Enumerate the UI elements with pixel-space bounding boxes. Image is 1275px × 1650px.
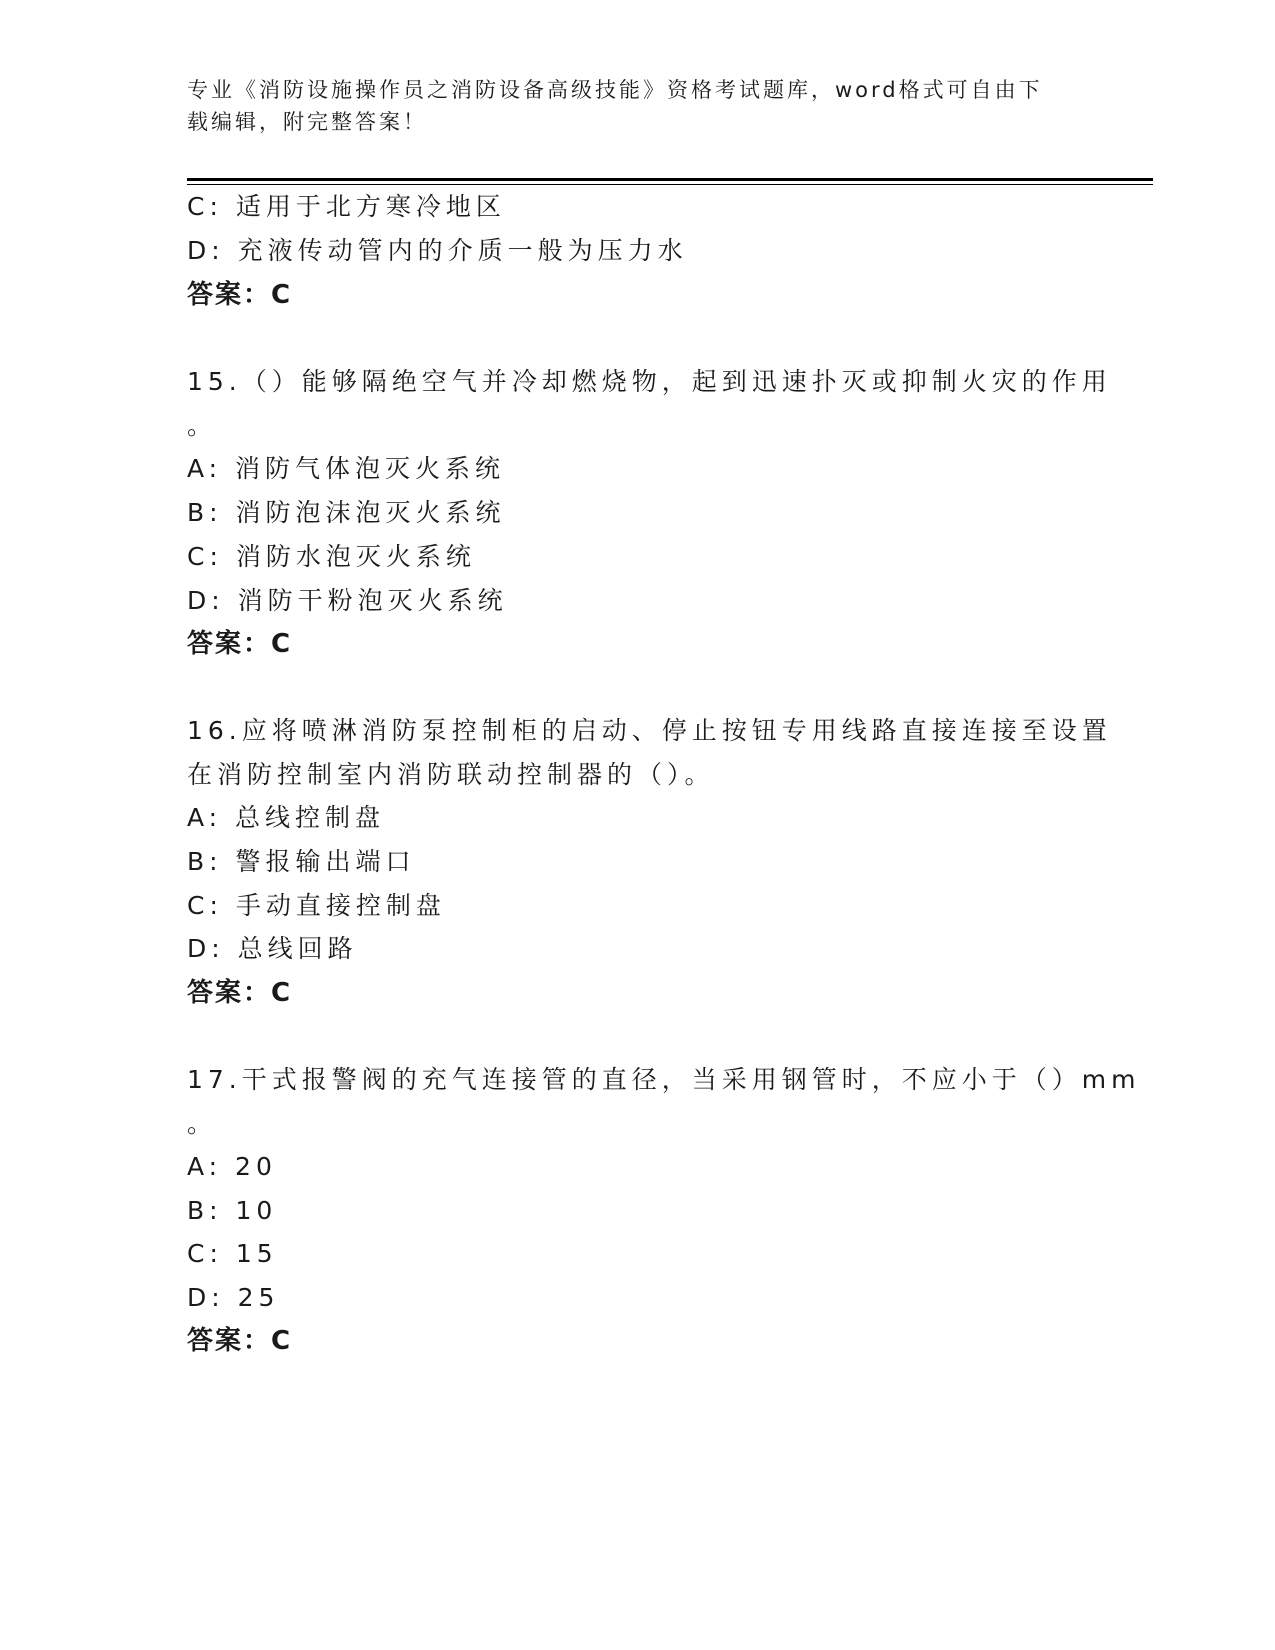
q15-option-a: A: 消防气体泡灭火系统 (187, 454, 506, 483)
q17-option-a: A: 20 (187, 1152, 277, 1181)
q17-option-c: C: 15 (187, 1239, 278, 1268)
q15-stem-line-1: 15.（）能够隔绝空气并冷却燃烧物，起到迅速扑灭或抑制火灾的作用 (187, 367, 1112, 396)
header-line-1: 专业《消防设施操作员之消防设备高级技能》资格考试题库，word格式可自由下 (187, 78, 1043, 102)
header-rule-thin (187, 184, 1153, 185)
q16-answer: 答案：C (187, 978, 293, 1008)
q17-answer: 答案：C (187, 1326, 293, 1356)
q15-option-d: D: 消防干粉泡灭火系统 (187, 586, 508, 615)
q16-stem-line-2: 在消防控制室内消防联动控制器的（）。 (187, 760, 715, 789)
header-rule-thick (187, 178, 1153, 181)
q15-option-c: C: 消防水泡灭火系统 (187, 542, 476, 571)
q15-option-b: B: 消防泡沫泡灭火系统 (187, 498, 506, 527)
q17-stem-line-2: 。 (187, 1109, 218, 1138)
q15-answer: 答案：C (187, 629, 293, 659)
q17-stem-line-1: 17.干式报警阀的充气连接管的直径，当采用钢管时，不应小于（）mm (187, 1065, 1141, 1094)
q16-option-c: C: 手动直接控制盘 (187, 891, 446, 920)
q15-stem-line-2: 。 (187, 411, 218, 440)
q17-option-b: B: 10 (187, 1196, 278, 1225)
q14-option-d: D: 充液传动管内的介质一般为压力水 (187, 236, 688, 265)
q14-answer: 答案：C (187, 280, 293, 310)
q16-stem-line-1: 16.应将喷淋消防泵控制柜的启动、停止按钮专用线路直接连接至设置 (187, 716, 1112, 745)
q14-option-c: C: 适用于北方寒冷地区 (187, 192, 506, 221)
q16-option-b: B: 警报输出端口 (187, 847, 416, 876)
document-header (187, 74, 1087, 138)
q17-option-d: D: 25 (187, 1283, 280, 1312)
header-line-2: 载编辑，附完整答案！ (187, 110, 427, 134)
q16-option-d: D: 总线回路 (187, 934, 358, 963)
q16-option-a: A: 总线控制盘 (187, 803, 386, 832)
